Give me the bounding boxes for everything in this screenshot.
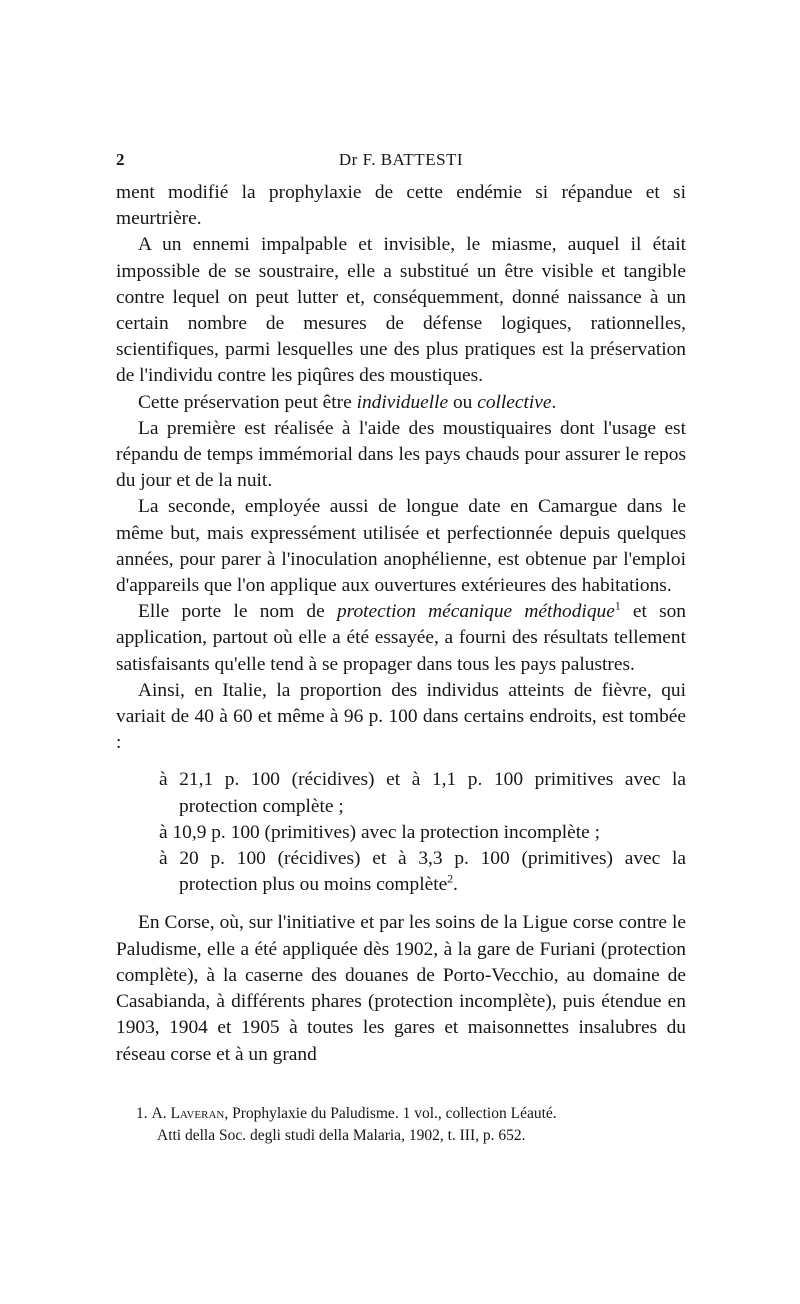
paragraph-6-text: Elle porte le nom de: [138, 601, 337, 623]
running-title: Dr F. BATTESTI: [338, 150, 464, 169]
emphasis-individuelle: individuelle: [356, 391, 449, 413]
paragraph-3-end: .: [551, 391, 557, 413]
paragraph-7: Ainsi, en Italie, la proportion des individus atteints de fièvre, qui variait de 40 à 60 et même à 96 p. 100 dans certains endroits, est tombée :: [116, 679, 686, 754]
paragraph-3-text: Cette préservation peut être: [138, 391, 357, 413]
paragraph-2: A un ennemi impalpable et invisible, le miasme, auquel il était impossible de se soustraire, elle a substitué un être visible et tangible contre lequel on peut lutter et, conséquemment, donné naissance à un certain nombre de mesures de défense logiques, rationnelles, scientifiques, parmi lesquelles une des plus pratiques est la préservation de l'individu contre les piqûres des moustiques.: [116, 234, 686, 387]
paragraph-3: [116, 390, 686, 416]
list-item-end: .: [453, 874, 458, 896]
paragraph-4: La première est réalisée à l'aide des moustiquaires dont l'usage est répandu de temps immémorial dans les pays chauds pour assurer le repos du jour et de la nuit.: [116, 417, 686, 492]
list-item: à 10,9 p. 100 (primitives) avec la protection incomplète ;: [159, 821, 601, 843]
body-text: [116, 180, 686, 1068]
footnote-ref-2: 2: [447, 872, 454, 886]
paragraph-8: En Corse, où, sur l'initiative et par les soins de la Ligue corse contre le Paludisme, elle a été appliquée dès 1902, à la gare de Furiani (protection complète), à la caserne des douanes de Porto-Vecchio, au domaine de Casabianda, à différents phares (protection incomplète), puis étendue en 1903, 1904 et 1905 à toutes les gares et maisonnettes insalubres du réseau corse et à un grand: [116, 912, 686, 1065]
emphasis-collective: collective: [477, 391, 552, 413]
paragraph-3-mid: ou: [448, 391, 478, 413]
footnote-ref-1: 1: [614, 599, 621, 613]
statistics-list: [116, 767, 686, 898]
page-number: 2: [116, 150, 125, 169]
footnote-number: 1.: [136, 1105, 148, 1122]
footnote-author: A. Laveran: [151, 1105, 225, 1122]
paragraph-6: [116, 599, 686, 678]
footnotes: [116, 1103, 686, 1147]
paragraph-5: La seconde, employée aussi de longue date en Camargue dans le même but, mais expressément utilisée et perfectionnée depuis quelques années, pour parer à l'inoculation anophélienne, est obtenue par l'emploi d'appareils que l'on applique aux ouvertures extérieures des habitations.: [116, 496, 686, 597]
list-item: [116, 846, 686, 898]
paragraph-1: ment modifié la prophylaxie de cette endémie si répandue et si meurtrière.: [116, 182, 686, 230]
running-header: [116, 150, 686, 178]
list-item-text: à 20 p. 100 (récidives) et à 3,3 p. 100 (primitives) avec la protection plus ou moins complète: [159, 848, 686, 896]
emphasis-protection: protection mécanique méthodique: [336, 601, 615, 623]
footnote-text: , Prophylaxie du Paludisme. 1 vol., collection Léauté.: [224, 1105, 557, 1122]
footnote-1: [116, 1103, 686, 1125]
footnote-2: Atti della Soc. degli studi della Malaria, 1902, t. III, p. 652.: [157, 1127, 526, 1144]
paragraph-6-rest: et son application, partout où elle a été essayée, a fourni des résultats tellement satisfaisants qu'elle tend à se propager dans tous les pays palustres.: [116, 601, 687, 675]
list-item: à 21,1 p. 100 (récidives) et à 1,1 p. 100 primitives avec la protection complète ;: [159, 769, 686, 817]
